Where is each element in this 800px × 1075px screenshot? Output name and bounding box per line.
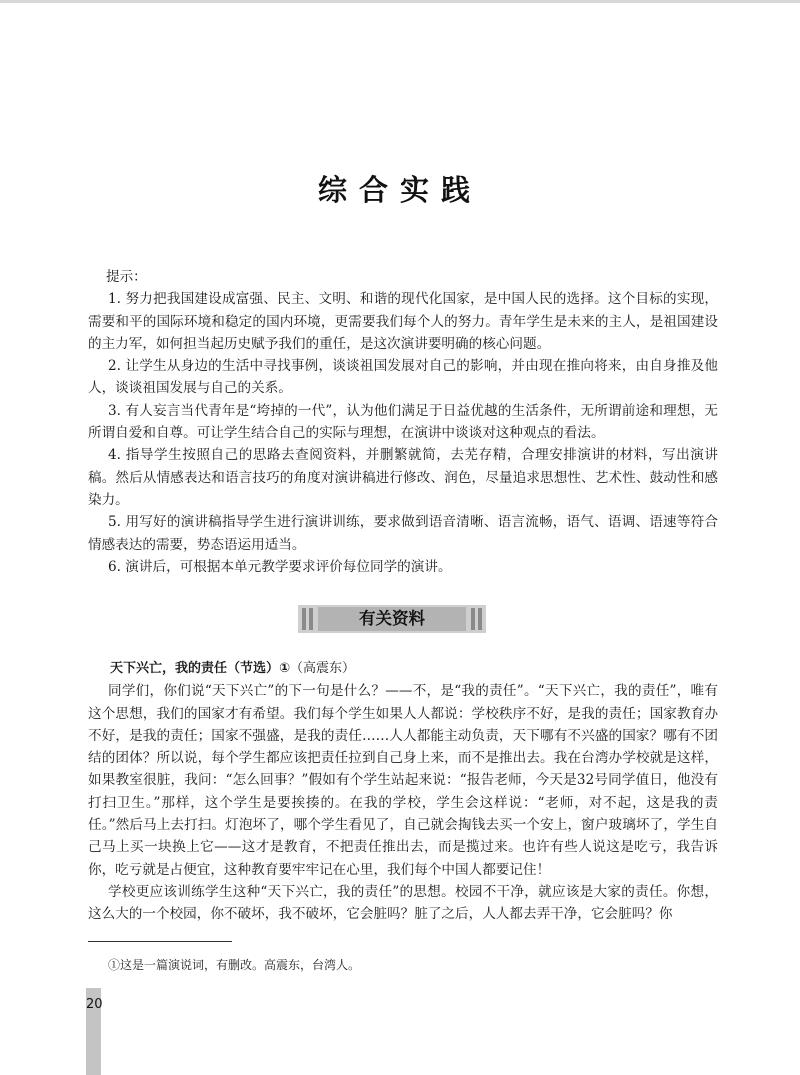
hint-item: 3. 有人妄言当代青年是“垮掉的一代”，认为他们满足于日益优越的生活条件，无所谓前途和理想，无所谓自爱和自尊。可让学生结合自己的实际与理想，在演讲中谈谈对这种观点的看法。 (88, 402, 718, 442)
hints-section (88, 266, 718, 578)
banner-stripe (471, 608, 475, 630)
article-paragraph: 同学们，你们说“天下兴亡”的下一句是什么？——不，是“我的责任”。“天下兴亡，我的责任”，唯有这个思想，我们的国家才有希望。我们每个学生如果人人都说：学校秩序不好，是我的责任；国家教育办不好，是我的责任；国家不强盛，是我的责任……人人都能主动负责，天下哪有不兴盛的国家？哪有不团结的团体？所以说，每个学生都应该把责任拉到自己身上来，而不是推出去。我在台湾办学校就是这样，如果教室很脏，我问：“怎么回事？”假如有个学生站起来说：“报告老师，今天是32号同学值日，他没有打扫卫生。”那样，这个学生是要挨揍的。在我的学校，学生会这样说：“老师，对不起，这是我的责任。”然后马上去打扫。灯泡坏了，哪个学生看见了，自己就会掏钱去买一个安上，窗户玻璃坏了，学生自己马上买一块换上它——这才是教育，不把责任推出去，而是揽过来。也许有些人说这是吃亏，我告诉你，吃亏就是占便宜，这种教育要牢牢记在心里，我们每个中国人都要记住！ (88, 683, 718, 878)
article-title: 天下兴亡，我的责任（节选）① (110, 661, 291, 676)
hints-label: 提示： (106, 269, 147, 285)
hint-item: 1. 努力把我国建设成富强、民主、文明、和谐的现代化国家，是中国人民的选择。这个目标的实现，需要和平的国际环境和稳定的国内环境，更需要我们每个人的努力。青年学生是未来的主人，是祖国建设的主力军，如何担当起历史赋予我们的重任，是这次演讲要明确的核心问题。 (88, 291, 718, 352)
section-banner (298, 605, 486, 633)
article-heading (110, 658, 718, 680)
page-title: 综合实践 (317, 173, 482, 207)
footnote-divider (88, 941, 232, 942)
article-author: （高震东） (290, 661, 356, 676)
hint-item: 2. 让学生从身边的生活中寻找事例，谈谈祖国发展对自己的影响，并由现在推向将来，由自身推及他人，谈谈祖国发展与自己的关系。 (88, 358, 718, 397)
hint-item: 5. 用写好的演讲稿指导学生进行演讲训练，要求做到语音清晰、语言流畅，语气、语调、语速等符合情感表达的需要，势态语运用适当。 (88, 514, 718, 553)
section-banner-label: 有关资料 (318, 607, 466, 631)
footnote: ①这是一篇演说词，有删改。高震东，台湾人。 (108, 958, 361, 972)
banner-stripe (302, 608, 306, 630)
article-section (88, 658, 718, 926)
banner-stripe (309, 608, 313, 630)
page-top-border (0, 0, 800, 3)
page-number: 20 (86, 997, 103, 1012)
banner-stripe (478, 608, 482, 630)
hint-item: 6. 演讲后，可根据本单元教学要求评价每位同学的演讲。 (108, 558, 452, 575)
hint-item: 4. 指导学生按照自己的思路去查阅资料，并删繁就简，去芜存精，合理安排演讲的材料，写出演讲稿。然后从情感表达和语言技巧的角度对演讲稿进行修改、润色，尽量追求思想性、艺术性、鼓动性和感染力。 (88, 447, 718, 508)
article-paragraph: 学校更应该训练学生这种“天下兴亡，我的责任”的思想。校园不干净，就应该是大家的责任。你想，这么大的一个校园，你不破坏，我不破坏，它会脏吗？脏了之后，人人都去弄干净，它会脏吗？你 (88, 883, 718, 923)
